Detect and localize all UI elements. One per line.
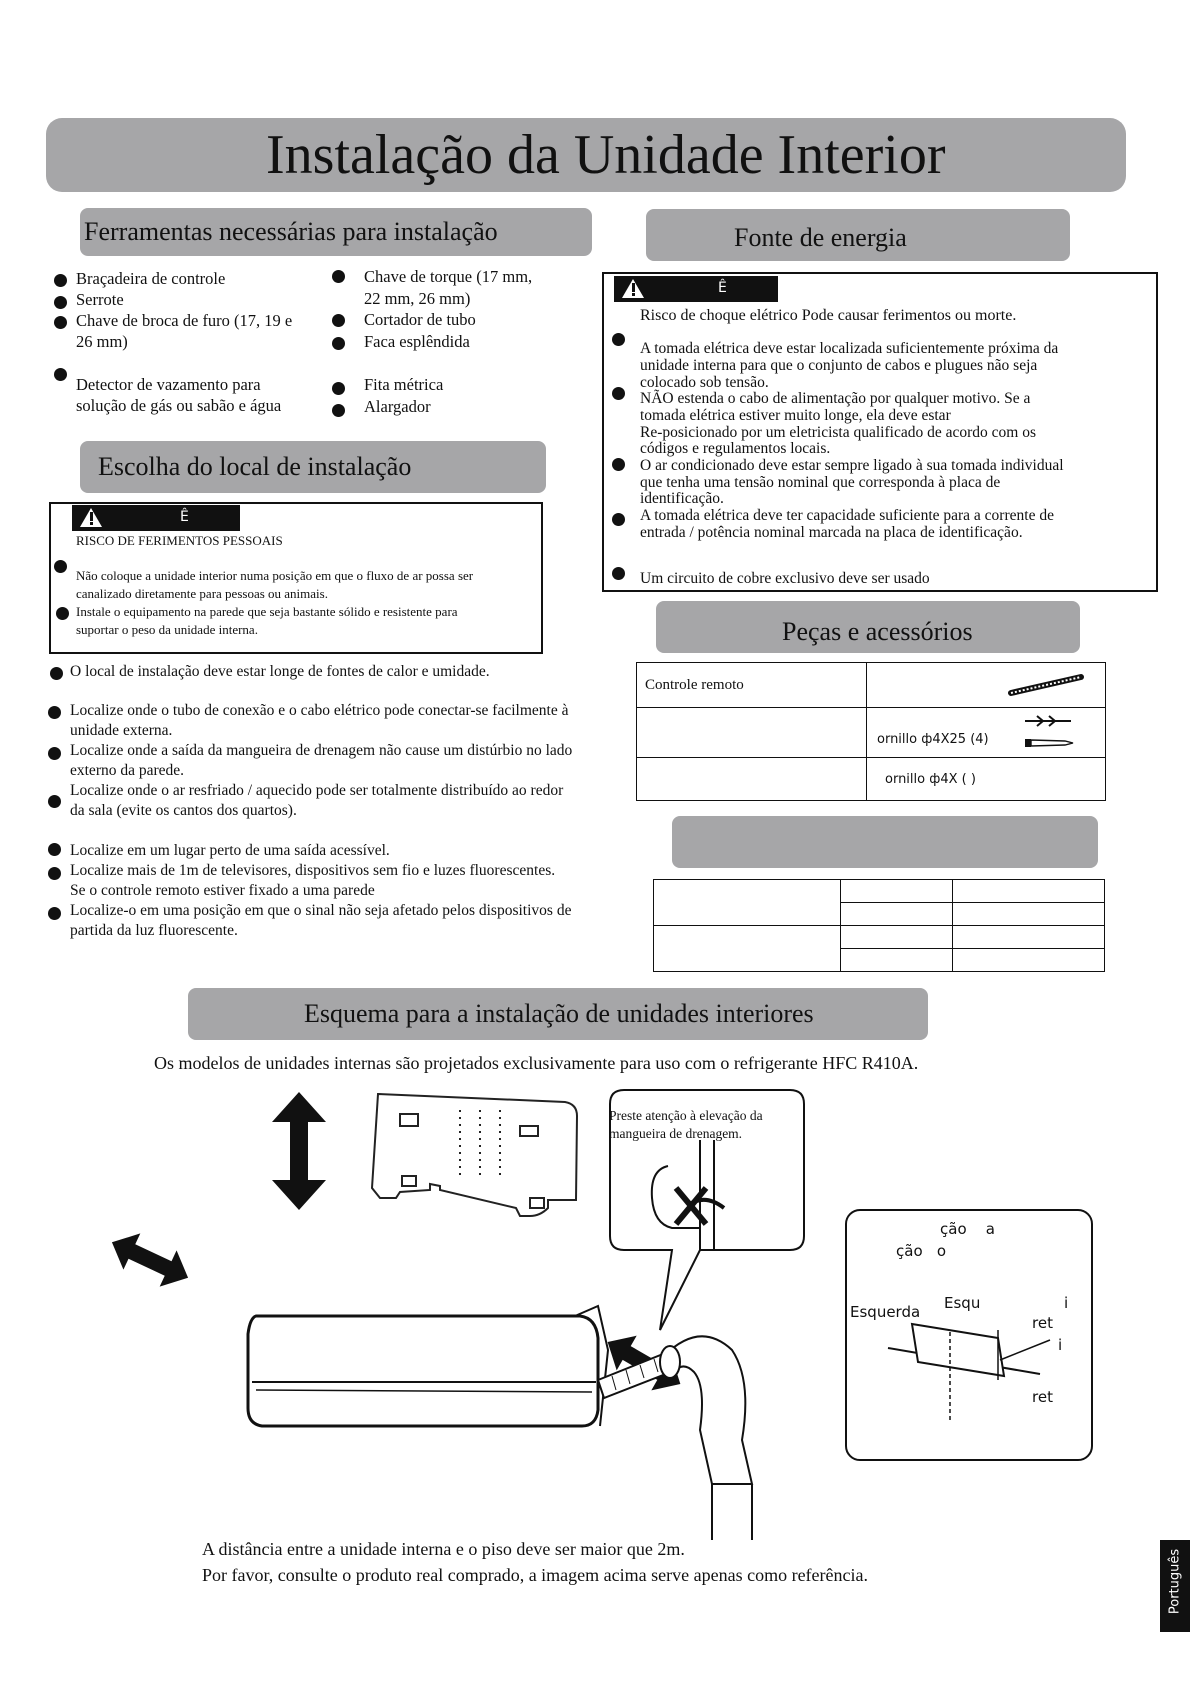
tool-item: Cortador de tubo	[364, 310, 476, 329]
parts-cell	[867, 663, 1106, 708]
location-warning-line: Instale o equipamento na parede que seja bastante sólido e resistente para	[76, 604, 458, 619]
direction-label: ção a	[940, 1220, 995, 1238]
location-item: unidade externa.	[70, 722, 173, 739]
direction-label: ret	[1032, 1388, 1053, 1406]
language-tab	[1160, 1540, 1190, 1632]
tool-item: Braçadeira de controle	[76, 269, 226, 288]
power-line: NÃO estenda o cabo de alimentação por qualquer motivo. Se a	[640, 390, 1031, 407]
bullet-dot	[332, 314, 345, 327]
location-item: Localize mais de 1m de televisores, dispositivos sem fio e luzes fluorescentes.	[70, 862, 556, 879]
location-item: partida da luz fluorescente.	[70, 922, 238, 939]
direction-label: Esquerda	[850, 1303, 921, 1321]
parts-table	[636, 662, 1106, 801]
anchor-icon	[1023, 714, 1075, 728]
parts-cell: ornillo ф4X ( )	[867, 758, 1106, 801]
callout-line: mangueira de drenagem.	[609, 1126, 743, 1141]
location-item: Localize onde o ar resfriado / aquecido pode ser totalmente distribuído ao redor	[70, 782, 564, 799]
bullet-dot	[50, 667, 63, 680]
power-line: A tomada elétrica deve estar localizada suficientemente próxima da	[640, 340, 1059, 357]
power-line: A tomada elétrica deve ter capacidade suficiente para a corrente de	[640, 507, 1054, 524]
tool-item: 22 mm, 26 mm)	[364, 289, 471, 308]
bullet-dot	[56, 607, 69, 620]
callout-line: Preste atenção à elevação da	[609, 1108, 763, 1123]
screw-icon	[1023, 736, 1075, 750]
blank-heading-bar	[672, 816, 1098, 868]
installation-diagram	[0, 1080, 1190, 1540]
mounting-plate-icon	[372, 1094, 577, 1216]
location-heading: Escolha do local de instalação	[98, 452, 412, 481]
bullet-dot	[54, 316, 67, 329]
tool-item: solução de gás ou sabão e água	[76, 396, 282, 415]
page-title: Instalação da Unidade Interior	[266, 124, 946, 186]
power-line: que tenha uma tensão nominal que corresponda à placa de	[640, 474, 1001, 491]
warning-label: Ê	[180, 509, 189, 525]
direction-label: ção o	[896, 1242, 947, 1260]
indoor-unit-icon	[248, 1306, 608, 1426]
bullet-dot	[48, 907, 61, 920]
bullet-dot	[48, 747, 61, 760]
warning-label: Ê	[718, 280, 727, 296]
bullet-dot	[332, 270, 345, 283]
bullet-dot	[332, 337, 345, 350]
pipe-icon	[1007, 671, 1087, 697]
vertical-arrow-icon	[272, 1092, 326, 1210]
parts-cell: Controle remoto	[637, 663, 867, 708]
location-item: Localize em um lugar perto de uma saída acessível.	[70, 842, 390, 859]
diagonal-arrow-icon	[103, 1224, 196, 1296]
bullet-dot	[332, 404, 345, 417]
bullet-dot	[48, 843, 61, 856]
location-warning-header	[72, 505, 240, 531]
screw-label: ornillo ф4X25 (4)	[877, 732, 989, 747]
location-warning-title: RISCO DE FERIMENTOS PESSOAIS	[76, 533, 283, 548]
location-item: da sala (evite os cantos dos quartos).	[70, 802, 297, 819]
power-line: entrada / potência nominal marcada na placa de identificação.	[640, 524, 1023, 541]
power-warning-header	[614, 276, 778, 302]
pipe-direction-box	[846, 1210, 1092, 1460]
bullet-dot	[332, 382, 345, 395]
bullet-dot	[54, 274, 67, 287]
bullet-dot	[612, 387, 625, 400]
power-line: Re-posicionado por um eletricista qualificado de acordo com os	[640, 424, 1036, 441]
parts-cell	[867, 708, 1106, 758]
location-warning-line: canalizado diretamente para pessoas ou animais.	[76, 586, 328, 601]
bullet-dot	[612, 567, 625, 580]
blank-table	[653, 879, 1105, 972]
direction-label: i	[1064, 1294, 1069, 1312]
tool-item: Chave de broca de furo (17, 19 e	[76, 311, 293, 330]
location-item: Localize onde o tubo de conexão e o cabo elétrico pode conectar-se facilmente à	[70, 702, 569, 719]
bullet-dot	[54, 560, 67, 573]
bullet-dot	[612, 458, 625, 471]
bullet-dot	[48, 867, 61, 880]
power-line: tomada elétrica estiver muito longe, ela deve estar	[640, 407, 951, 424]
scheme-intro: Os modelos de unidades internas são projetados exclusivamente para uso com o refrigerante HFC R410A.	[154, 1053, 919, 1073]
power-line: unidade interna para que o conjunto de cabos e plugues não seja	[640, 357, 1038, 374]
power-line: colocado sob tensão.	[640, 374, 769, 391]
direction-label: Esqu	[944, 1294, 981, 1312]
location-item: Localize-o em uma posição em que o sinal não seja afetado pelos dispositivos de	[70, 902, 572, 919]
location-item: O local de instalação deve estar longe de fontes de calor e umidade.	[70, 663, 490, 680]
pipe-icon	[598, 1336, 752, 1540]
footer-line: A distância entre a unidade interna e o piso deve ser maior que 2m.	[202, 1539, 685, 1559]
footer-line: Por favor, consulte o produto real comprado, a imagem acima serve apenas como referência.	[202, 1565, 868, 1585]
bullet-dot	[612, 513, 625, 526]
tool-item: Alargador	[364, 397, 431, 416]
power-line: identificação.	[640, 490, 724, 507]
location-item: Localize onde a saída da mangueira de drenagem não cause um distúrbio no lado	[70, 742, 573, 759]
tools-heading: Ferramentas necessárias para instalação	[84, 217, 498, 246]
parts-cell	[637, 758, 867, 801]
scheme-heading: Esquema para a instalação de unidades interiores	[304, 999, 814, 1028]
parts-heading: Peças e acessórios	[782, 617, 973, 646]
location-warning-line: Não coloque a unidade interior numa posição em que o fluxo de ar possa ser	[76, 568, 474, 583]
power-heading: Fonte de energia	[734, 223, 907, 252]
tool-item: Fita métrica	[364, 375, 444, 394]
location-warning-line: suportar o peso da unidade interna.	[76, 622, 258, 637]
power-warning-title: Risco de choque elétrico Pode causar ferimentos ou morte.	[640, 307, 1017, 324]
language-tab-label: Português	[1167, 1548, 1183, 1615]
tool-item: Chave de torque (17 mm,	[364, 267, 533, 286]
tool-item: Serrote	[76, 290, 124, 309]
location-item: externo da parede.	[70, 762, 185, 779]
tool-item: Detector de vazamento para	[76, 375, 261, 394]
tool-item: 26 mm)	[76, 332, 128, 351]
parts-cell	[637, 708, 867, 758]
bullet-dot	[48, 706, 61, 719]
tool-item: Faca esplêndida	[364, 332, 470, 351]
location-item: Se o controle remoto estiver fixado a uma parede	[70, 882, 375, 899]
power-line: O ar condicionado deve estar sempre ligado à sua tomada individual	[640, 457, 1064, 474]
bullet-dot	[54, 296, 67, 309]
direction-label: ret	[1032, 1314, 1053, 1332]
power-line: códigos e regulamentos locais.	[640, 440, 831, 457]
power-line: Um circuito de cobre exclusivo deve ser usado	[640, 570, 930, 587]
direction-label: i	[1058, 1336, 1063, 1354]
bullet-dot	[54, 368, 67, 381]
bullet-dot	[48, 795, 61, 808]
bullet-dot	[612, 333, 625, 346]
